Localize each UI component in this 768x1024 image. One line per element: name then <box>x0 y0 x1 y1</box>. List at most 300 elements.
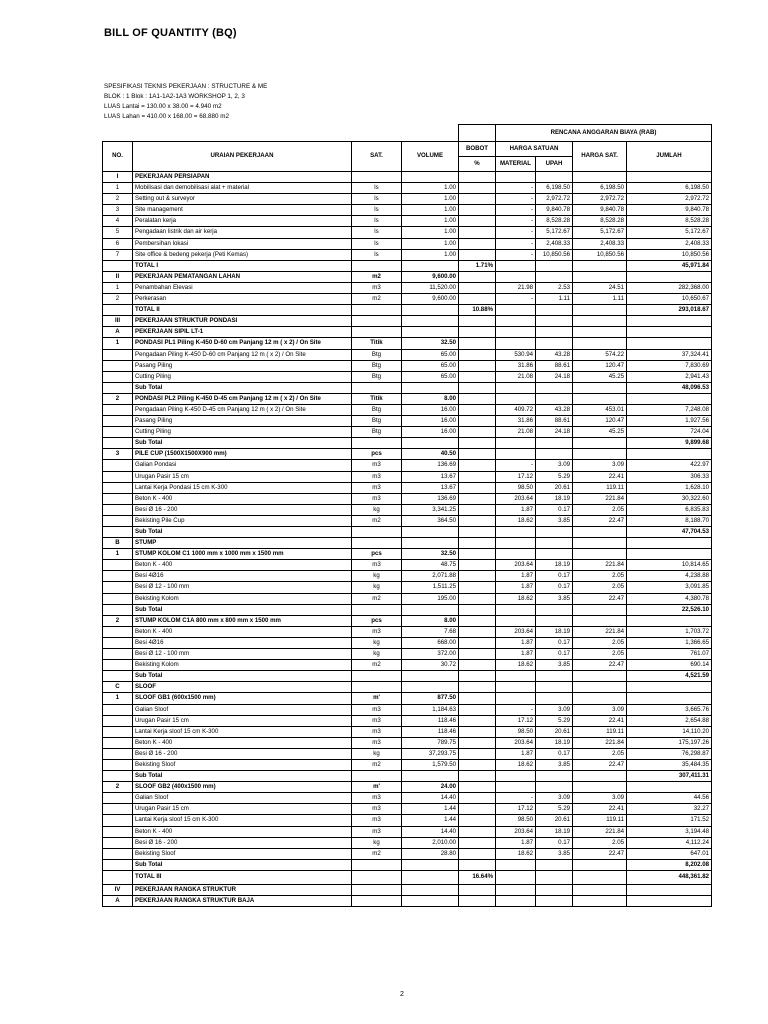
cell-bobot <box>459 316 496 327</box>
cell-volume: 16.00 <box>402 404 459 415</box>
cell-uraian: PEKERJAAN PERSIAPAN <box>133 172 352 183</box>
cell-no: 1 <box>103 338 133 349</box>
cell-jumlah <box>627 693 712 704</box>
cell-harga-sat <box>573 327 627 338</box>
cell-no: 3 <box>103 205 133 216</box>
cell-bobot <box>459 715 496 726</box>
cell-uraian: Beton K - 400 <box>133 826 352 837</box>
cell-bobot <box>459 649 496 660</box>
cell-harga-sat: 221.84 <box>573 493 627 504</box>
cell-jumlah: 306.33 <box>627 471 712 482</box>
cell-sat <box>352 438 402 449</box>
table-row <box>103 360 712 371</box>
table-row <box>103 527 712 538</box>
cell-material: 203.64 <box>496 737 536 748</box>
cell-no <box>103 438 133 449</box>
cell-jumlah <box>627 884 712 895</box>
cell-jumlah: 8,202.08 <box>627 859 712 870</box>
cell-harga-sat <box>573 615 627 626</box>
cell-material: - <box>496 793 536 804</box>
cell-bobot <box>459 737 496 748</box>
cell-volume <box>402 682 459 693</box>
cell-sat: m3 <box>352 704 402 715</box>
cell-bobot <box>459 227 496 238</box>
cell-material: 18.62 <box>496 593 536 604</box>
cell-no <box>103 527 133 538</box>
cell-jumlah: 10,650.67 <box>627 294 712 305</box>
cell-bobot <box>459 637 496 648</box>
table-row <box>103 449 712 460</box>
cell-volume: 118.46 <box>402 715 459 726</box>
cell-harga-sat: 22.47 <box>573 515 627 526</box>
cell-uraian: Perkerasan <box>133 294 352 305</box>
cell-harga-sat: 9,840.78 <box>573 205 627 216</box>
cell-volume: 48.75 <box>402 560 459 571</box>
table-row <box>103 870 712 884</box>
cell-uraian: Besi Ø 16 - 200 <box>133 837 352 848</box>
cell-no <box>103 371 133 382</box>
table-row <box>103 371 712 382</box>
cell-jumlah: 45,971.84 <box>627 260 712 271</box>
cell-jumlah: 175,197.26 <box>627 737 712 748</box>
cell-uraian: Penambahan Elevasi <box>133 282 352 293</box>
cell-no <box>103 870 133 884</box>
header-jumlah: JUMLAH <box>627 142 712 172</box>
cell-upah: 88.61 <box>536 416 573 427</box>
cell-harga-sat: 221.84 <box>573 626 627 637</box>
cell-harga-sat: 221.84 <box>573 737 627 748</box>
cell-jumlah: 8,528.28 <box>627 216 712 227</box>
cell-no <box>103 848 133 859</box>
cell-bobot <box>459 427 496 438</box>
header-percent: % <box>459 157 496 172</box>
cell-bobot <box>459 194 496 205</box>
cell-uraian: Site management <box>133 205 352 216</box>
cell-material <box>496 438 536 449</box>
cell-volume <box>402 859 459 870</box>
cell-volume: 2,010.00 <box>402 837 459 848</box>
cell-sat: m3 <box>352 626 402 637</box>
cell-harga-sat <box>573 338 627 349</box>
cell-harga-sat: 22.41 <box>573 715 627 726</box>
cell-material: 1.87 <box>496 649 536 660</box>
table-row <box>103 804 712 815</box>
cell-material <box>496 382 536 393</box>
cell-upah: 3.85 <box>536 515 573 526</box>
cell-bobot <box>459 815 496 826</box>
cell-harga-sat <box>573 884 627 895</box>
cell-bobot <box>459 205 496 216</box>
table-row <box>103 327 712 338</box>
cell-bobot <box>459 582 496 593</box>
cell-sat: m3 <box>352 737 402 748</box>
cell-upah <box>536 527 573 538</box>
cell-harga-sat <box>573 693 627 704</box>
cell-uraian: Pengadaan listrik dan air kerja <box>133 227 352 238</box>
cell-upah: 2.53 <box>536 282 573 293</box>
cell-jumlah: 1,927.56 <box>627 416 712 427</box>
cell-jumlah: 3,665.76 <box>627 704 712 715</box>
cell-harga-sat: 119.11 <box>573 815 627 826</box>
table-row <box>103 504 712 515</box>
cell-jumlah: 2,654.88 <box>627 715 712 726</box>
cell-harga-sat <box>573 870 627 884</box>
cell-material <box>496 693 536 704</box>
cell-jumlah: 4,238.88 <box>627 571 712 582</box>
cell-sat <box>352 382 402 393</box>
cell-sat: m2 <box>352 271 402 282</box>
cell-uraian: Galian Sloof <box>133 704 352 715</box>
table-row <box>103 896 712 907</box>
cell-uraian: Pengadaan Piling K-450 D-45 cm Panjang 12 m ( x 2) / On Site <box>133 404 352 415</box>
spec-line-work: SPESIFIKASI TEKNIS PEKERJAAN : STRUCTURE & ME <box>104 83 268 90</box>
table-row <box>103 726 712 737</box>
cell-no: 3 <box>103 449 133 460</box>
cell-material: 17.12 <box>496 471 536 482</box>
cell-bobot <box>459 172 496 183</box>
cell-volume <box>402 771 459 782</box>
cell-sat: Btg <box>352 360 402 371</box>
cell-jumlah: 9,899.68 <box>627 438 712 449</box>
header-bobot: BOBOT <box>459 142 496 157</box>
cell-material <box>496 260 536 271</box>
cell-no <box>103 571 133 582</box>
cell-harga-sat <box>573 527 627 538</box>
header-upah: UPAH <box>536 157 573 172</box>
cell-bobot <box>459 604 496 615</box>
header-material: MATERIAL <box>496 157 536 172</box>
cell-material <box>496 604 536 615</box>
cell-uraian: PONDASI PL2 Piling K-450 D-45 cm Panjang 12 m ( x 2) / On Site <box>133 393 352 404</box>
table-row <box>103 404 712 415</box>
cell-uraian: Urugan Pasir 15 cm <box>133 804 352 815</box>
cell-material: 409.72 <box>496 404 536 415</box>
cell-upah <box>536 393 573 404</box>
cell-volume: 877.50 <box>402 693 459 704</box>
cell-uraian: PEKERJAAN RANGKA STRUKTUR <box>133 884 352 895</box>
cell-material <box>496 393 536 404</box>
cell-harga-sat: 119.11 <box>573 482 627 493</box>
header-harga-sat: HARGA SAT. <box>573 142 627 172</box>
cell-upah: 0.17 <box>536 582 573 593</box>
cell-bobot <box>459 349 496 360</box>
cell-upah: 20.61 <box>536 815 573 826</box>
cell-bobot <box>459 338 496 349</box>
cell-volume: 1.00 <box>402 194 459 205</box>
cell-sat <box>352 896 402 907</box>
cell-bobot <box>459 493 496 504</box>
cell-no <box>103 582 133 593</box>
table-row <box>103 538 712 549</box>
cell-bobot <box>459 294 496 305</box>
cell-upah <box>536 693 573 704</box>
cell-bobot <box>459 793 496 804</box>
cell-harga-sat: 45.25 <box>573 371 627 382</box>
cell-harga-sat <box>573 782 627 793</box>
cell-material <box>496 338 536 349</box>
cell-material <box>496 870 536 884</box>
cell-volume: 372.00 <box>402 649 459 660</box>
cell-jumlah: 690.14 <box>627 660 712 671</box>
cell-volume: 11,520.00 <box>402 282 459 293</box>
cell-volume: 118.46 <box>402 726 459 737</box>
cell-sat: kg <box>352 637 402 648</box>
cell-sat: m3 <box>352 715 402 726</box>
cell-sat: kg <box>352 649 402 660</box>
table-row <box>103 260 712 271</box>
cell-uraian: Beton K - 400 <box>133 493 352 504</box>
cell-material: - <box>496 227 536 238</box>
cell-material: - <box>496 460 536 471</box>
cell-no <box>103 837 133 848</box>
cell-uraian: PEKERJAAN PEMATANGAN LAHAN <box>133 271 352 282</box>
cell-jumlah: 7,248.08 <box>627 404 712 415</box>
cell-volume: 1,184.63 <box>402 704 459 715</box>
cell-uraian: SLOOF GB1 (600x1500 mm) <box>133 693 352 704</box>
table-row <box>103 859 712 870</box>
cell-volume: 32.50 <box>402 338 459 349</box>
cell-sat: Btg <box>352 371 402 382</box>
cell-uraian: Setting out & surveyor <box>133 194 352 205</box>
cell-volume: 1.44 <box>402 804 459 815</box>
cell-harga-sat: 221.84 <box>573 826 627 837</box>
cell-material: 98.50 <box>496 726 536 737</box>
cell-volume: 14.40 <box>402 793 459 804</box>
cell-no <box>103 382 133 393</box>
cell-harga-sat: 5,172.67 <box>573 227 627 238</box>
cell-upah: 2,408.33 <box>536 238 573 249</box>
cell-sat: m3 <box>352 482 402 493</box>
cell-material <box>496 896 536 907</box>
boq-body <box>103 172 712 907</box>
cell-uraian: SLOOF <box>133 682 352 693</box>
cell-volume: 32.50 <box>402 549 459 560</box>
cell-volume: 1.00 <box>402 227 459 238</box>
cell-upah: 20.61 <box>536 482 573 493</box>
cell-upah <box>536 327 573 338</box>
cell-bobot <box>459 504 496 515</box>
cell-volume: 1.00 <box>402 238 459 249</box>
cell-uraian: PONDASI PL1 Piling K-450 D-60 cm Panjang 12 m ( x 2) / On Site <box>133 338 352 349</box>
cell-upah: 3.85 <box>536 660 573 671</box>
cell-upah: 18.19 <box>536 560 573 571</box>
cell-jumlah: 2,941.43 <box>627 371 712 382</box>
cell-jumlah: 647.01 <box>627 848 712 859</box>
cell-sat <box>352 172 402 183</box>
cell-upah: 5.29 <box>536 715 573 726</box>
cell-uraian: Besi Ø 12 - 100 mm <box>133 649 352 660</box>
cell-sat: ls <box>352 249 402 260</box>
table-row <box>103 460 712 471</box>
cell-bobot <box>459 884 496 895</box>
cell-harga-sat: 22.47 <box>573 593 627 604</box>
cell-upah <box>536 870 573 884</box>
cell-bobot <box>459 371 496 382</box>
cell-jumlah <box>627 172 712 183</box>
cell-upah: 9,840.78 <box>536 205 573 216</box>
cell-volume <box>402 382 459 393</box>
cell-uraian: Sub Total <box>133 527 352 538</box>
cell-no: 6 <box>103 238 133 249</box>
table-row <box>103 482 712 493</box>
cell-material <box>496 538 536 549</box>
cell-material: 203.64 <box>496 560 536 571</box>
cell-material <box>496 884 536 895</box>
cell-uraian: Sub Total <box>133 604 352 615</box>
cell-harga-sat: 2.05 <box>573 649 627 660</box>
table-row <box>103 782 712 793</box>
cell-sat: kg <box>352 582 402 593</box>
cell-volume: 195.00 <box>402 593 459 604</box>
cell-upah <box>536 305 573 316</box>
cell-upah: 5,172.67 <box>536 227 573 238</box>
cell-upah: 24.18 <box>536 427 573 438</box>
cell-upah: 24.18 <box>536 371 573 382</box>
cell-sat: m3 <box>352 815 402 826</box>
header-uraian: URAIAN PEKERJAAN <box>133 142 352 172</box>
cell-no <box>103 859 133 870</box>
cell-upah <box>536 382 573 393</box>
cell-volume: 668.00 <box>402 637 459 648</box>
cell-material: 98.50 <box>496 815 536 826</box>
cell-no <box>103 305 133 316</box>
cell-upah <box>536 671 573 682</box>
cell-sat: m2 <box>352 515 402 526</box>
cell-jumlah: 47,704.53 <box>627 527 712 538</box>
cell-jumlah: 4,521.59 <box>627 671 712 682</box>
cell-volume: 13.67 <box>402 471 459 482</box>
cell-material <box>496 682 536 693</box>
cell-no <box>103 737 133 748</box>
cell-volume: 1.44 <box>402 815 459 826</box>
cell-sat: kg <box>352 504 402 515</box>
table-row <box>103 848 712 859</box>
cell-material <box>496 615 536 626</box>
cell-sat: ls <box>352 183 402 194</box>
cell-no: 5 <box>103 227 133 238</box>
document-title: BILL OF QUANTITY (BQ) <box>104 27 237 39</box>
table-row <box>103 649 712 660</box>
table-row <box>103 884 712 895</box>
cell-sat: Btg <box>352 416 402 427</box>
table-row <box>103 205 712 216</box>
cell-material: - <box>496 194 536 205</box>
cell-harga-sat <box>573 172 627 183</box>
cell-material: 17.12 <box>496 715 536 726</box>
table-row <box>103 793 712 804</box>
cell-material <box>496 449 536 460</box>
cell-bobot <box>459 360 496 371</box>
cell-sat: Titik <box>352 393 402 404</box>
cell-no <box>103 360 133 371</box>
cell-upah <box>536 682 573 693</box>
cell-uraian: Urugan Pasir 15 cm <box>133 471 352 482</box>
cell-bobot <box>459 759 496 770</box>
cell-bobot <box>459 327 496 338</box>
cell-jumlah: 6,198.50 <box>627 183 712 194</box>
cell-material: 203.64 <box>496 493 536 504</box>
cell-sat <box>352 671 402 682</box>
cell-bobot <box>459 449 496 460</box>
cell-volume <box>402 260 459 271</box>
cell-material: 530.94 <box>496 349 536 360</box>
cell-uraian: Pasang Piling <box>133 416 352 427</box>
cell-uraian: TOTAL III <box>133 870 352 884</box>
cell-sat: ls <box>352 194 402 205</box>
cell-sat: kg <box>352 837 402 848</box>
cell-no <box>103 793 133 804</box>
cell-uraian: Sub Total <box>133 671 352 682</box>
table-row <box>103 715 712 726</box>
cell-sat: m2 <box>352 294 402 305</box>
table-row <box>103 660 712 671</box>
cell-sat: m3 <box>352 826 402 837</box>
header-blank-corner <box>103 125 459 142</box>
cell-no <box>103 715 133 726</box>
cell-bobot <box>459 183 496 194</box>
table-row <box>103 382 712 393</box>
cell-jumlah: 10,814.65 <box>627 560 712 571</box>
cell-upah: 43.28 <box>536 349 573 360</box>
cell-volume <box>402 870 459 884</box>
cell-upah: 88.61 <box>536 360 573 371</box>
table-row <box>103 560 712 571</box>
cell-upah <box>536 338 573 349</box>
cell-upah: 8,528.28 <box>536 216 573 227</box>
cell-harga-sat: 6,198.50 <box>573 183 627 194</box>
table-row <box>103 826 712 837</box>
cell-no <box>103 626 133 637</box>
table-row <box>103 238 712 249</box>
cell-sat <box>352 527 402 538</box>
cell-material <box>496 782 536 793</box>
cell-harga-sat <box>573 316 627 327</box>
cell-bobot <box>459 771 496 782</box>
cell-no <box>103 427 133 438</box>
cell-jumlah <box>627 549 712 560</box>
cell-sat: m' <box>352 782 402 793</box>
cell-sat: Btg <box>352 404 402 415</box>
cell-jumlah <box>627 449 712 460</box>
cell-no <box>103 460 133 471</box>
cell-upah: 20.61 <box>536 726 573 737</box>
cell-harga-sat <box>573 896 627 907</box>
cell-upah: 1.11 <box>536 294 573 305</box>
cell-sat: m3 <box>352 493 402 504</box>
cell-sat: m3 <box>352 726 402 737</box>
cell-harga-sat: 22.47 <box>573 848 627 859</box>
cell-material: 18.62 <box>496 660 536 671</box>
cell-uraian: STUMP KOLOM C1A 800 mm x 800 mm x 1500 mm <box>133 615 352 626</box>
cell-jumlah <box>627 896 712 907</box>
cell-bobot <box>459 482 496 493</box>
cell-upah <box>536 538 573 549</box>
cell-upah: 5.29 <box>536 471 573 482</box>
cell-jumlah: 282,368.00 <box>627 282 712 293</box>
cell-jumlah: 4,380.78 <box>627 593 712 604</box>
cell-material: 21.98 <box>496 282 536 293</box>
cell-jumlah: 448,361.82 <box>627 870 712 884</box>
header-sat: SAT. <box>352 142 402 172</box>
cell-bobot <box>459 271 496 282</box>
cell-sat: m3 <box>352 560 402 571</box>
cell-bobot <box>459 216 496 227</box>
cell-upah <box>536 782 573 793</box>
cell-jumlah <box>627 393 712 404</box>
cell-harga-sat: 3.09 <box>573 460 627 471</box>
cell-bobot <box>459 515 496 526</box>
cell-no <box>103 260 133 271</box>
